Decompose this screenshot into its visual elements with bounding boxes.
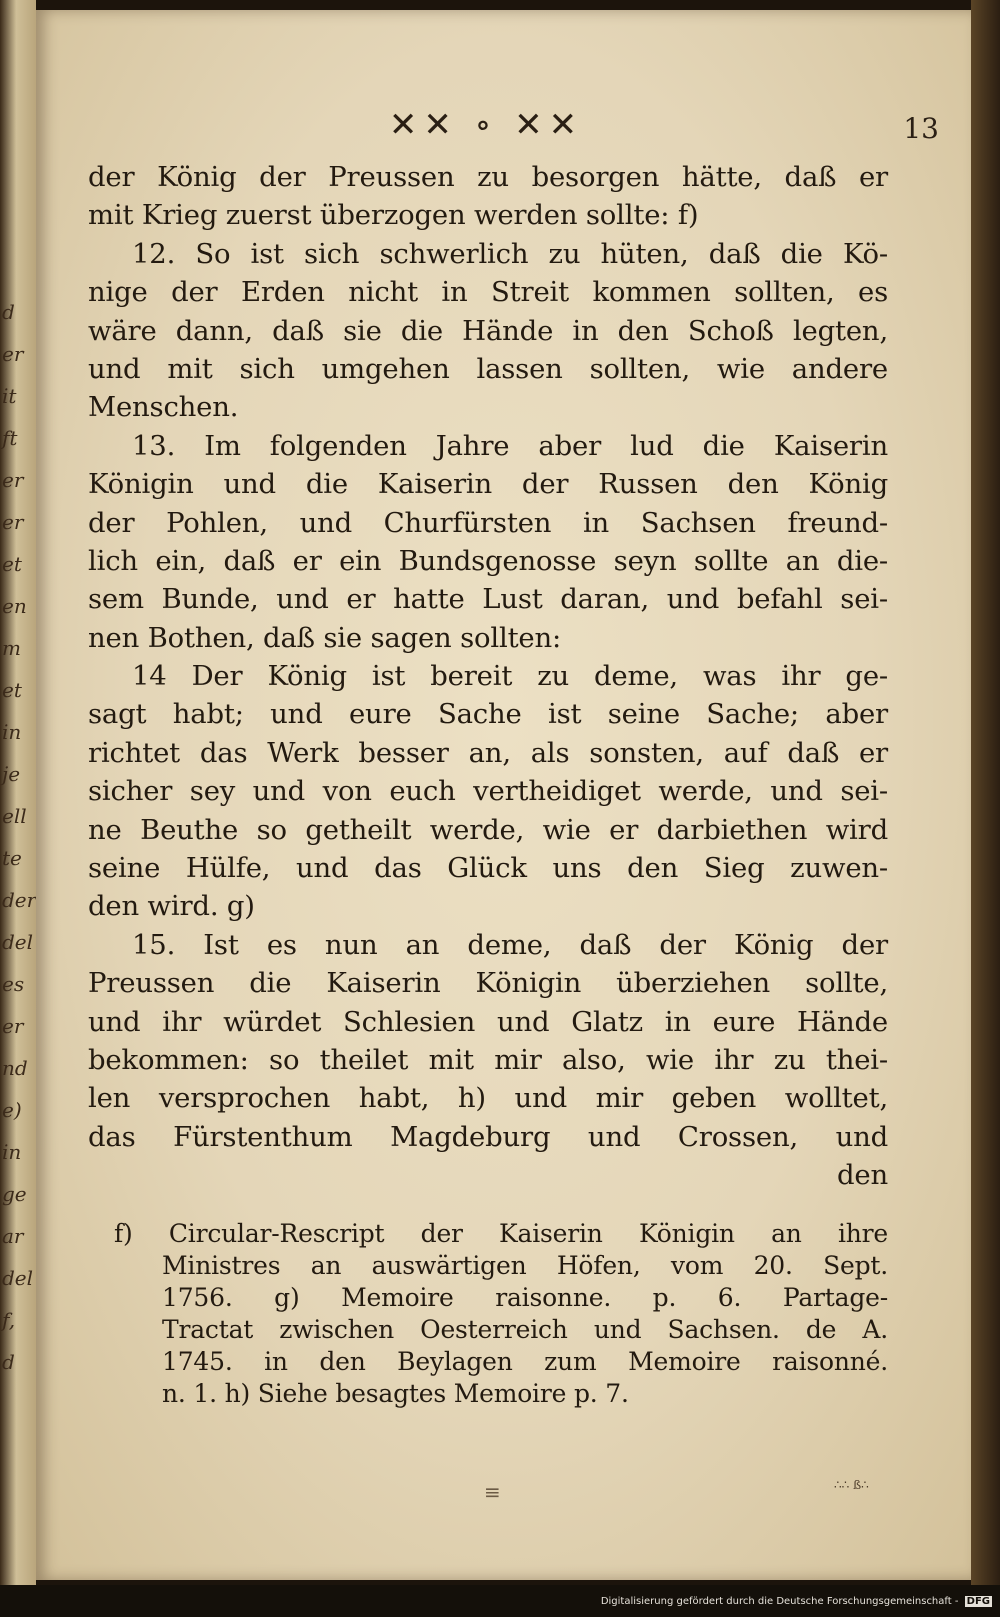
spine-fragment: je xyxy=(2,762,21,786)
body-line: sagt habt; und eure Sache ist seine Sache; aber xyxy=(88,698,888,731)
spine-fragment: d xyxy=(2,300,15,324)
body-line: der Pohlen, und Churfürsten in Sachsen freund- xyxy=(88,506,888,539)
book-spine-margin xyxy=(0,0,36,1585)
body-line: 14 Der König ist bereit zu deme, was ihr ge- xyxy=(132,660,888,693)
body-line: 15. Ist es nun an deme, daß der König der xyxy=(132,928,888,961)
body-text xyxy=(88,158,888,1195)
spine-fragment: ft xyxy=(2,426,18,450)
footnote-line: Tractat zwischen Oesterreich und Sachsen. de A. xyxy=(162,1315,888,1344)
footnote-line: n. 1. h) Siehe besagtes Memoire p. 7. xyxy=(162,1379,629,1408)
body-line: bekommen: so theilet mit mir also, wie ihr zu thei- xyxy=(88,1043,888,1076)
body-line: ne Beuthe so getheilt werde, wie er darbiethen wird xyxy=(88,813,888,846)
body-line: nige der Erden nicht in Streit kommen sollten, es xyxy=(88,276,888,309)
spine-fragment: te xyxy=(2,846,22,870)
footnote-line: f) Circular-Rescript der Kaiserin Königin an ihre xyxy=(114,1219,888,1248)
spine-fragment: in xyxy=(2,720,22,744)
stamp-mark: ∴∴ ß∴ xyxy=(834,1478,869,1492)
body-line: 13. Im folgenden Jahre aber lud die Kaiserin xyxy=(132,429,888,462)
footnotes xyxy=(114,1218,888,1410)
spine-fragment: f, xyxy=(2,1308,16,1332)
body-line: wäre dann, daß sie die Hände in den Schoß legten, xyxy=(88,314,888,347)
spine-fragment: ar xyxy=(2,1224,24,1248)
body-line: 12. So ist sich schwerlich zu hüten, daß die Kö- xyxy=(132,237,888,270)
footnote-line: 1745. in den Beylagen zum Memoire raisonné. xyxy=(162,1347,888,1376)
spine-fragment: m xyxy=(2,636,21,660)
spine-fragment: der xyxy=(2,888,36,912)
body-line: richtet das Werk besser an, als sonsten, auf daß er xyxy=(88,736,888,769)
body-line: seine Hülfe, und das Glück uns den Sieg zuwen- xyxy=(88,852,888,885)
spine-fragment: et xyxy=(2,678,22,702)
footer-credit xyxy=(601,1596,992,1607)
page-edge xyxy=(971,0,1000,1585)
body-line: Königin und die Kaiserin der Russen den König xyxy=(88,468,888,501)
spine-fragment: e) xyxy=(2,1098,22,1122)
spine-fragment: et xyxy=(2,552,22,576)
footer-bar xyxy=(0,1585,1000,1617)
book-page xyxy=(36,10,971,1580)
body-line: Menschen. xyxy=(88,391,239,424)
dfg-logo: DFG xyxy=(966,1596,990,1607)
body-line: den wird. g) xyxy=(88,890,255,923)
page-number: 13 xyxy=(903,112,939,145)
spine-fragment: del xyxy=(2,930,34,954)
footnote-line: Ministres an auswärtigen Höfen, vom 20. Sept. xyxy=(162,1251,888,1280)
body-line: nen Bothen, daß sie sagen sollten: xyxy=(88,621,562,654)
spine-fragment: del xyxy=(2,1266,34,1290)
body-line: lich ein, daß er ein Bundsgenosse seyn sollte an die- xyxy=(88,544,888,577)
spine-fragment: en xyxy=(2,594,27,618)
body-line: und ihr würdet Schlesien und Glatz in eure Hände xyxy=(88,1005,888,1038)
spine-fragment: er xyxy=(2,510,24,534)
footer-credit-text: Digitalisierung gefördert durch die Deutsche Forschungsgemeinschaft - xyxy=(600,1596,959,1607)
header-ornament: ✕✕ ∘ ✕✕ xyxy=(388,105,584,145)
spine-fragment: er xyxy=(2,1014,24,1038)
body-line: sem Bunde, und er hatte Lust daran, und befahl sei- xyxy=(88,583,888,616)
spine-fragment: er xyxy=(2,342,24,366)
spine-fragment: er xyxy=(2,468,24,492)
catchword: den xyxy=(837,1159,888,1192)
spine-fragment: d xyxy=(2,1350,15,1374)
body-line: Preussen die Kaiserin Königin überziehen sollte, xyxy=(88,967,888,1000)
footnote-line: 1756. g) Memoire raisonne. p. 6. Partage- xyxy=(162,1283,888,1312)
spine-fragment: it xyxy=(2,384,17,408)
body-line: len versprochen habt, h) und mir geben wolltet, xyxy=(88,1082,888,1115)
spine-fragment: nd xyxy=(2,1056,28,1080)
spine-fragment: in xyxy=(2,1140,22,1164)
body-line: und mit sich umgehen lassen sollten, wie andere xyxy=(88,352,888,385)
body-line: der König der Preussen zu besorgen hätte, daß er xyxy=(88,161,888,193)
spine-fragment: ell xyxy=(2,804,27,828)
body-line: das Fürstenthum Magdeburg und Crossen, und xyxy=(88,1120,888,1153)
body-line: sicher sey und von euch vertheidiget werde, und sei- xyxy=(88,775,888,808)
spine-fragment: es xyxy=(2,972,25,996)
body-line: mit Krieg zuerst überzogen werden sollte: f) xyxy=(88,199,699,232)
ink-smudge: ≡ xyxy=(484,1480,501,1504)
spine-fragment: ge xyxy=(2,1182,27,1206)
